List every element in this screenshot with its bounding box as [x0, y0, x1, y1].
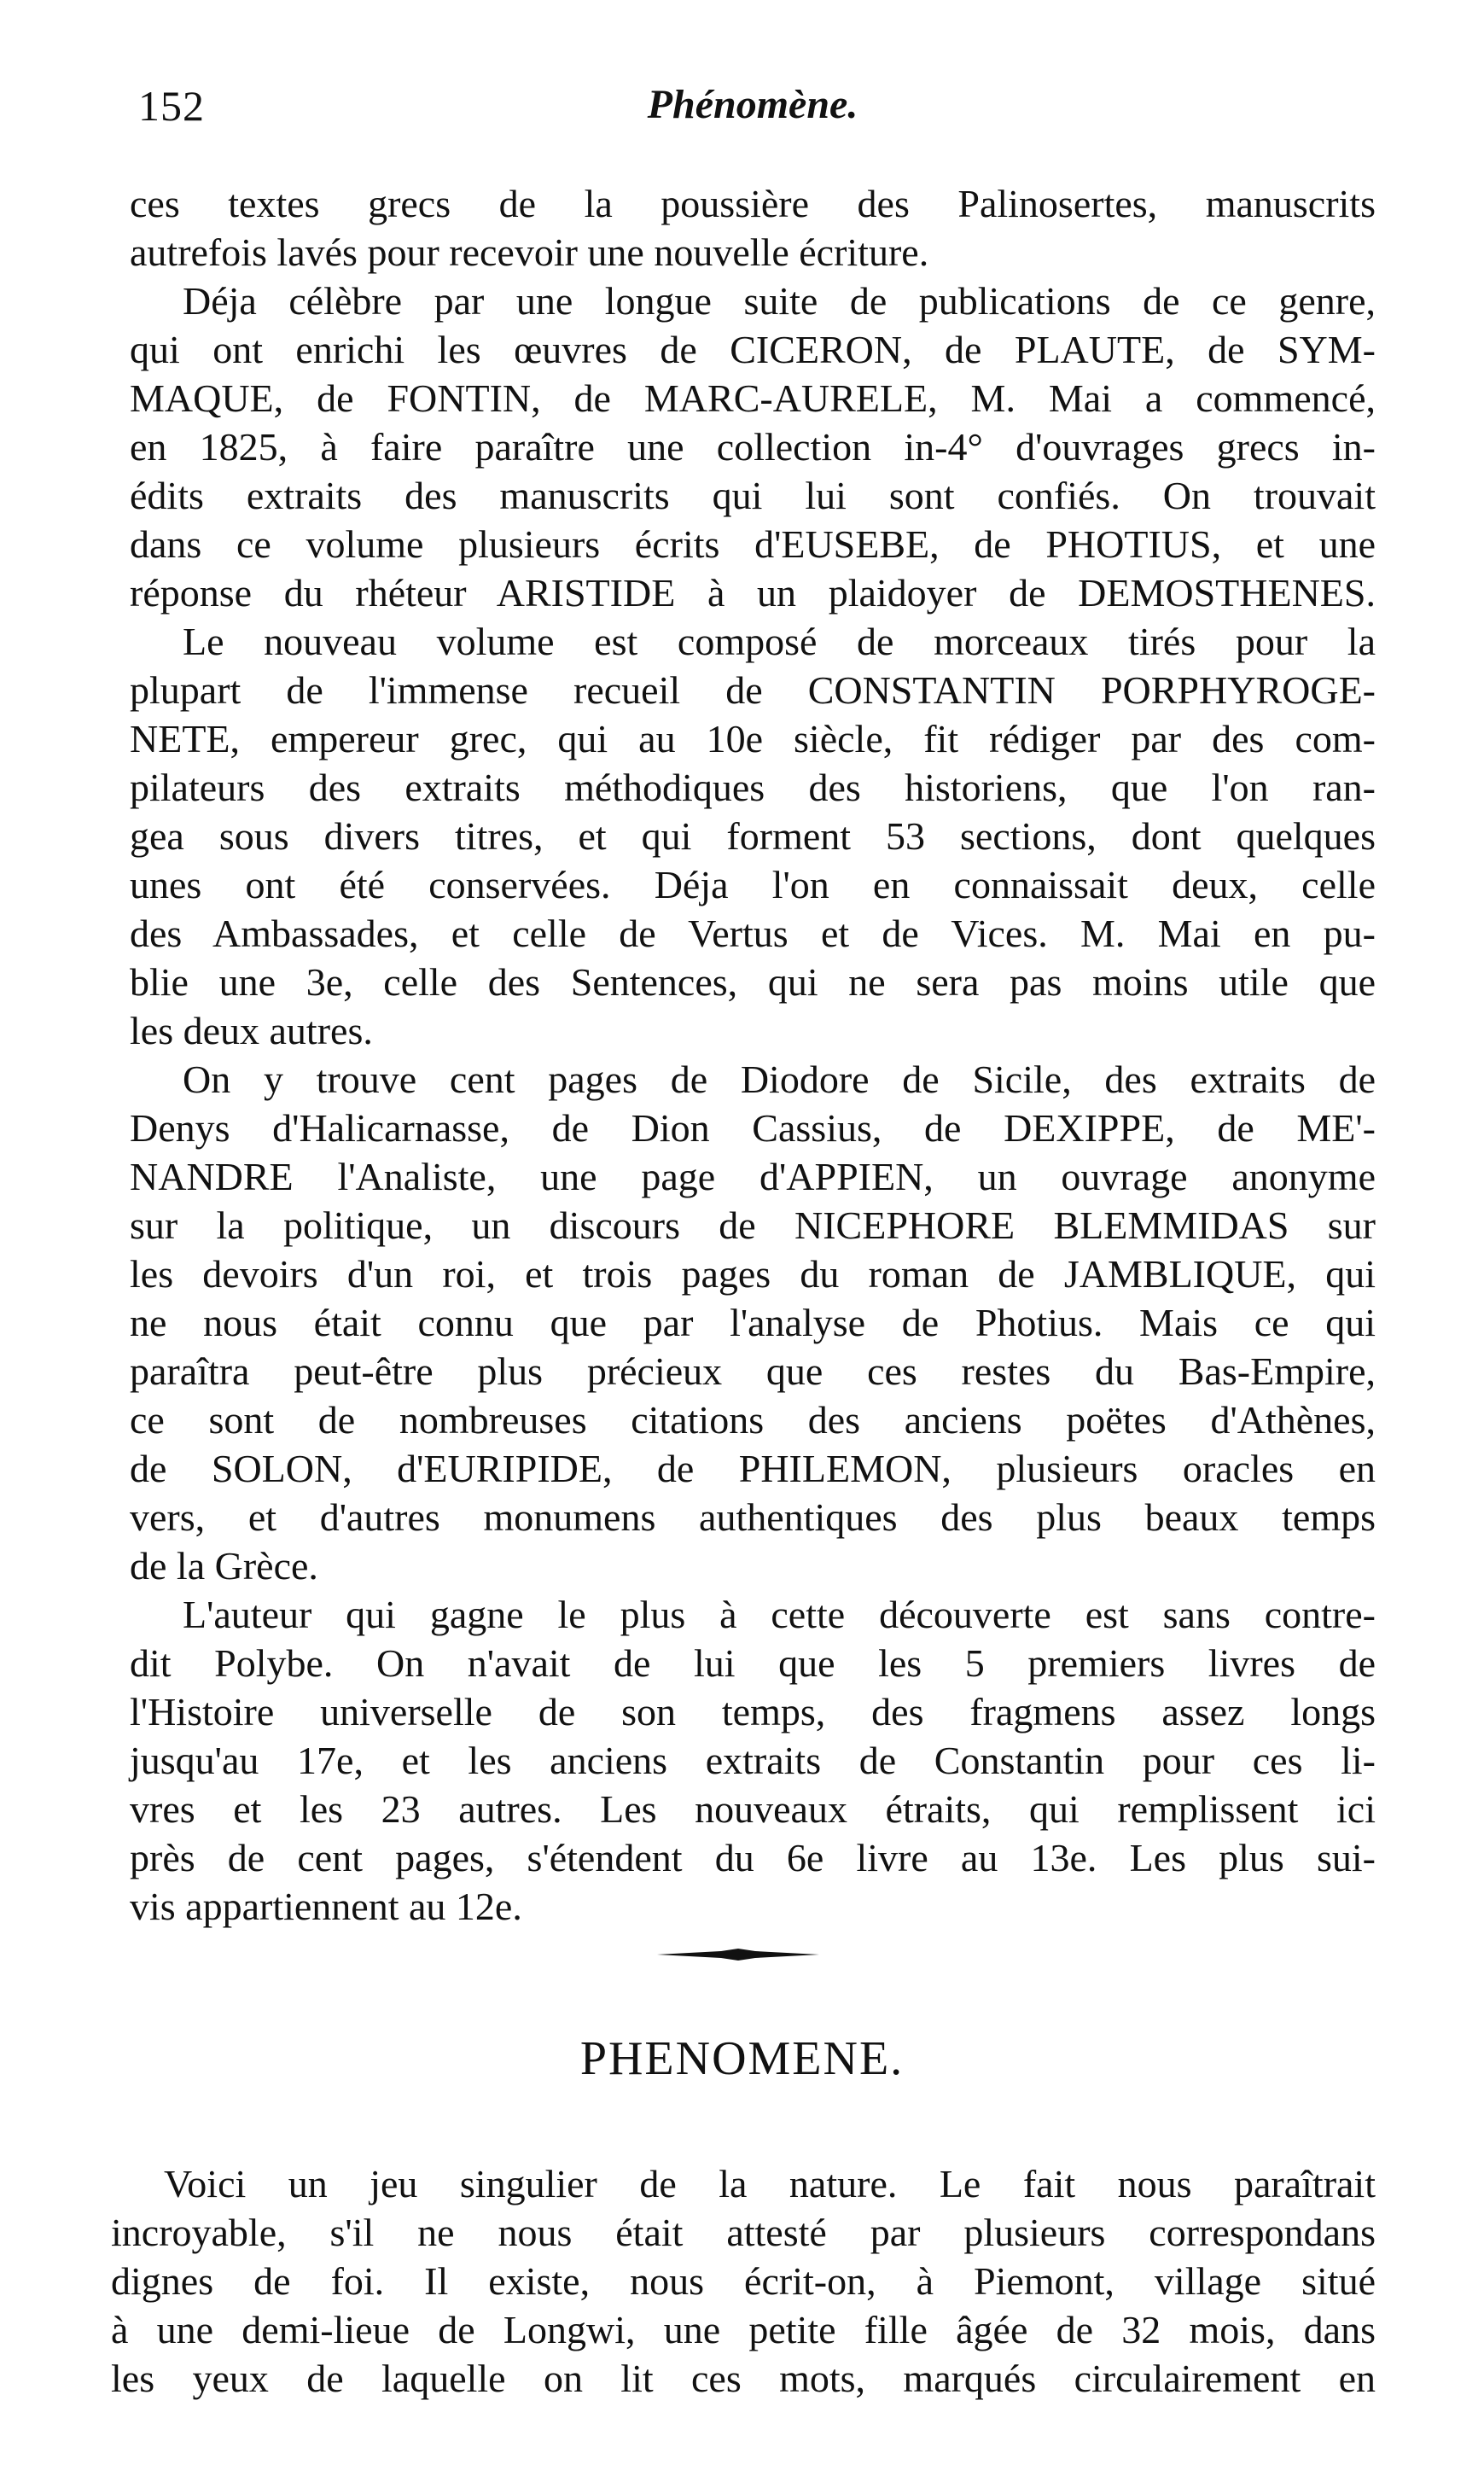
section-divider-ornament [657, 1949, 819, 1961]
text-line: blie une 3e, celle des Sentences, qui ne sera pas moins utile que [130, 960, 1376, 1004]
text-line: en 1825, à faire paraître une collection in-4° d'ouvrages grecs in- [130, 425, 1376, 469]
text-line: Déja célèbre par une longue suite de publications de ce genre, [183, 279, 1376, 323]
text-line: incroyable, s'il ne nous était attesté par plusieurs correspondans [111, 2211, 1376, 2254]
text-line: édits extraits des manuscrits qui lui sont confiés. On trouvait [130, 474, 1376, 517]
text-line: les devoirs d'un roi, et trois pages du roman de JAMBLIQUE, qui [130, 1252, 1376, 1296]
text-line: MAQUE, de FONTIN, de MARC-AURELE, M. Mai a commencé, [130, 376, 1376, 420]
section-body [111, 2159, 1376, 2403]
text-line: NETE, empereur grec, qui au 10e siècle, fit rédiger par des com- [130, 717, 1376, 760]
page-number: 152 [138, 82, 205, 130]
text-line: à une demi-lieue de Longwi, une petite fille âgée de 32 mois, dans [111, 2308, 1376, 2351]
article-body [130, 179, 1376, 1931]
text-line: pilateurs des extraits méthodiques des historiens, que l'on ran- [130, 766, 1376, 809]
text-line: des Ambassades, et celle de Vertus et de Vices. M. Mai en pu- [130, 912, 1376, 955]
text-line: gea sous divers titres, et qui forment 53 sections, dont quelques [130, 814, 1376, 858]
text-line: les yeux de laquelle on lit ces mots, marqués circulairement en [111, 2357, 1376, 2400]
text-line: NANDRE l'Analiste, une page d'APPIEN, un ouvrage anonyme [130, 1155, 1376, 1198]
running-title: Phénomène. [647, 82, 858, 127]
text-line: sur la politique, un discours de NICEPHORE BLEMMIDAS sur [130, 1203, 1376, 1247]
text-line: dans ce volume plusieurs écrits d'EUSEBE, de PHOTIUS, et une [130, 522, 1376, 566]
text-line: près de cent pages, s'étendent du 6e livre au 13e. Les plus sui- [130, 1836, 1376, 1879]
text-line: vers, et d'autres monumens authentiques des plus beaux temps [130, 1495, 1376, 1539]
text-line: qui ont enrichi les œuvres de CICERON, de PLAUTE, de SYM- [130, 328, 1376, 371]
text-line: Denys d'Halicarnasse, de Dion Cassius, de DEXIPPE, de ME'- [130, 1106, 1376, 1150]
running-head [130, 81, 1376, 132]
text-line: jusqu'au 17e, et les anciens extraits de Constantin pour ces li- [130, 1739, 1376, 1782]
text-line: dignes de foi. Il existe, nous écrit-on, à Piemont, village situé [111, 2259, 1376, 2303]
text-line: ne nous était connu que par l'analyse de Photius. Mais ce qui [130, 1301, 1376, 1344]
text-line: les deux autres. [130, 1009, 373, 1052]
text-line: dit Polybe. On n'avait de lui que les 5 premiers livres de [130, 1641, 1376, 1685]
text-line: ce sont de nombreuses citations des anciens poëtes d'Athènes, [130, 1398, 1376, 1442]
text-line: de SOLON, d'EURIPIDE, de PHILEMON, plusieurs oracles en [130, 1447, 1376, 1490]
text-line: vres et les 23 autres. Les nouveaux étraits, qui remplissent ici [130, 1787, 1376, 1831]
text-line: L'auteur qui gagne le plus à cette découverte est sans contre- [183, 1593, 1376, 1636]
text-line: paraîtra peut-être plus précieux que ces restes du Bas-Empire, [130, 1349, 1376, 1393]
text-line: vis appartiennent au 12e. [130, 1885, 522, 1928]
text-line: l'Histoire universelle de son temps, des fragmens assez longs [130, 1690, 1376, 1733]
text-line: autrefois lavés pour recevoir une nouvelle écriture. [130, 230, 929, 274]
text-line: réponse du rhéteur ARISTIDE à un plaidoyer de DEMOSTHENES. [130, 571, 1376, 615]
text-line: On y trouve cent pages de Diodore de Sicile, des extraits de [183, 1058, 1376, 1101]
text-line: plupart de l'immense recueil de CONSTANTIN PORPHYROGE- [130, 668, 1376, 712]
text-line: Voici un jeu singulier de la nature. Le fait nous paraîtrait [164, 2162, 1376, 2205]
text-line: ces textes grecs de la poussière des Palinosertes, manuscrits [130, 182, 1376, 225]
section-heading: PHENOMENE. [579, 2032, 905, 2085]
text-line: Le nouveau volume est composé de morceaux tirés pour la [183, 620, 1376, 663]
text-line: de la Grèce. [130, 1544, 318, 1588]
text-line: unes ont été conservées. Déja l'on en connaissait deux, celle [130, 863, 1376, 906]
